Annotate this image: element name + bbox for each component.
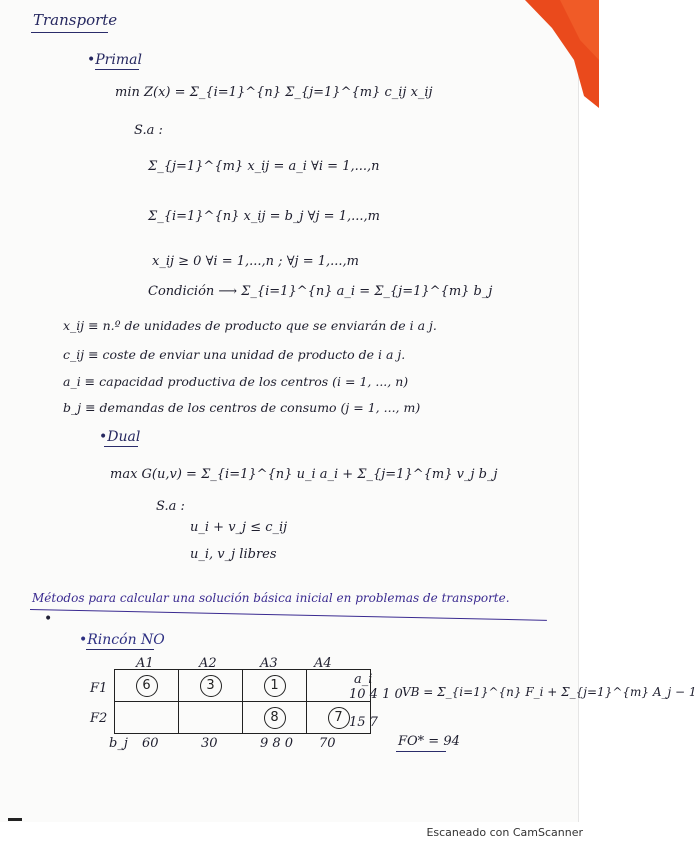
primal-constraint-2: Σ_{i=1}^{n} x_ij = b_j ∀j = 1,...,m <box>148 209 380 224</box>
row-label-f2: F2 <box>90 711 108 726</box>
column-label-a1: A1 <box>136 656 154 671</box>
dual-heading: •Dual <box>99 429 141 445</box>
cell-f2-a1 <box>115 702 179 734</box>
primal-constraint-1: Σ_{j=1}^{m} x_ij = a_i ∀i = 1,...,n <box>148 159 380 174</box>
primal-sa: S.a : <box>134 123 163 138</box>
column-label-a4: A4 <box>314 656 332 671</box>
column-label-a3: A3 <box>260 656 278 671</box>
scanner-watermark: Escaneado con CamScanner <box>426 826 583 839</box>
primal-objective: min Z(x) = Σ_{i=1}^{n} Σ_{j=1}^{m} c_ij x_ij <box>115 85 433 100</box>
cell-f2-a2 <box>179 702 243 734</box>
methods-heading: Métodos para calcular una solución básica inicial en problemas de transporte. <box>32 591 510 605</box>
cell-f1-a3 <box>243 670 307 702</box>
demand-a2: 30 <box>201 736 218 751</box>
dual-objective: max G(u,v) = Σ_{i=1}^{n} u_i a_i + Σ_{j=1}^{m} v_j b_j <box>110 467 498 482</box>
definition-cij: c_ij ≡ coste de enviar una unidad de producto de i a j. <box>63 347 406 362</box>
dual-constraint-2: u_i, v_j libres <box>190 547 277 562</box>
balance-condition: Condición ⟶ Σ_{i=1}^{n} a_i = Σ_{j=1}^{m} b_j <box>148 284 493 299</box>
column-label-a2: A2 <box>199 656 217 671</box>
demand-label: b_j <box>109 736 128 751</box>
allocation-circle: 6 <box>136 675 158 697</box>
demand-a3: 9 8 0 <box>260 736 294 751</box>
scan-edge-mark <box>8 818 22 821</box>
transport-table <box>114 669 371 734</box>
supply-label: a_i <box>354 672 373 687</box>
cell-f2-a3 <box>243 702 307 734</box>
allocation-circle: 7 <box>328 707 350 729</box>
demand-a4: 70 <box>319 736 336 751</box>
objective-underline <box>396 751 446 752</box>
supply-f2: 15 7 <box>349 715 378 730</box>
dual-constraint-1: u_i + v_j ≤ c_ij <box>190 520 288 535</box>
table-row <box>115 702 371 734</box>
definition-bj: b_j ≡ demandas de los centros de consumo (j = 1, ..., m) <box>63 400 421 415</box>
title-underline <box>31 32 108 33</box>
basic-variables-formula: VB = Σ_{i=1}^{n} F_i + Σ_{j=1}^{m} A_j − 1 <box>402 685 697 699</box>
allocation-circle: 3 <box>200 675 222 697</box>
dual-sa: S.a : <box>156 499 185 514</box>
cell-f1-a1 <box>115 670 179 702</box>
primal-heading: •Primal <box>87 52 142 68</box>
supply-f1: 10 4 1 0 <box>349 687 403 702</box>
primal-underline <box>95 69 139 70</box>
page-title: Transporte <box>33 11 118 29</box>
northwest-corner-heading: •Rincón NO <box>79 632 165 648</box>
definition-xij: x_ij ≡ n.º de unidades de producto que se enviarán de i a j. <box>63 318 437 333</box>
dual-underline <box>104 446 138 447</box>
definition-ai: a_i ≡ capacidad productiva de los centros (i = 1, ..., n) <box>63 374 409 389</box>
primal-constraint-3: x_ij ≥ 0 ∀i = 1,...,n ; ∀j = 1,...,m <box>152 254 359 269</box>
cell-f1-a2 <box>179 670 243 702</box>
table-row <box>115 670 371 702</box>
row-label-f1: F1 <box>90 681 108 696</box>
northwest-underline <box>86 649 154 650</box>
allocation-circle: 8 <box>264 707 286 729</box>
demand-a1: 60 <box>142 736 159 751</box>
allocation-circle: 1 <box>264 675 286 697</box>
bullet-mark: • <box>44 611 53 627</box>
objective-value: FO* = 94 <box>398 734 460 749</box>
